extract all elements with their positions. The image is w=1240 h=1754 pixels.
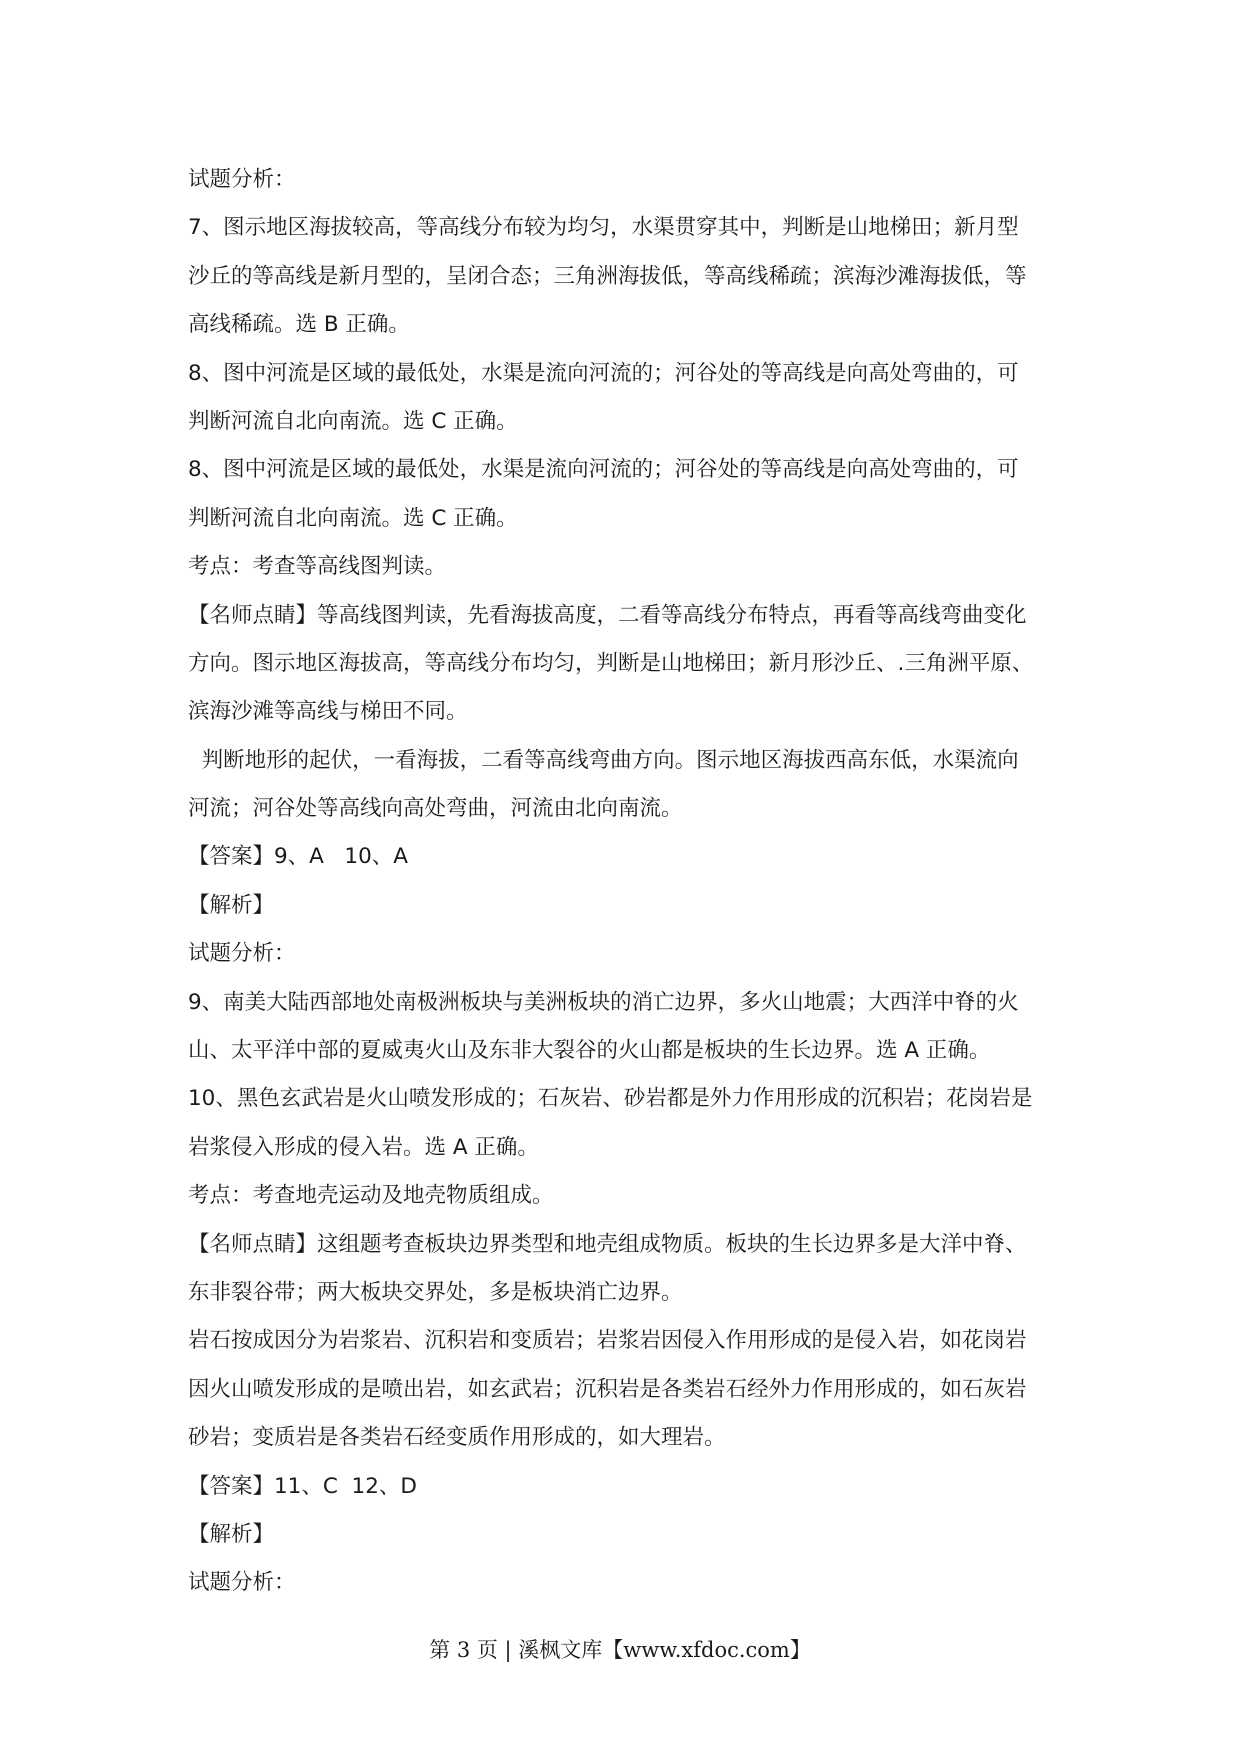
- text-line: 9、南美大陆西部地处南极洲板块与美洲板块的消亡边界，多火山地震；大西洋中脊的火: [188, 989, 1019, 1015]
- document-body: [188, 156, 1068, 1608]
- text-line: 方向。图示地区海拔高，等高线分布均匀，判断是山地梯田；新月形沙丘、.三角洲平原、: [188, 650, 1034, 676]
- text-line: 判断河流自北向南流。选 C 正确。: [188, 505, 518, 531]
- text-line: 东非裂谷带；两大板块交界处，多是板块消亡边界。: [188, 1279, 683, 1305]
- text-line: 试题分析：: [188, 167, 296, 192]
- text-line: 砂岩；变质岩是各类岩石经变质作用形成的，如大理岩。: [188, 1425, 726, 1451]
- text-line: 岩石按成因分为岩浆岩、沉积岩和变质岩；岩浆岩因侵入作用形成的是侵入岩，如花岗岩: [188, 1328, 1027, 1354]
- text-line: 8、图中河流是区域的最低处，水渠是流向河流的；河谷处的等高线是向高处弯曲的，可: [188, 457, 1019, 483]
- text-line: 河流；河谷处等高线向高处弯曲，河流由北向南流。: [188, 796, 683, 822]
- text-line: 7、图示地区海拔较高，等高线分布较为均匀，水渠贯穿其中，判断是山地梯田；新月型: [188, 215, 1019, 241]
- text-line: 【名师点睛】等高线图判读，先看海拔高度，二看等高线分布特点，再看等高线弯曲变化: [188, 602, 1027, 628]
- text-line: 【解析】: [188, 892, 275, 918]
- text-line: 山、太平洋中部的夏威夷火山及东非大裂谷的火山都是板块的生长边界。选 A 正确。: [188, 1038, 991, 1064]
- text-line: 判断地形的起伏，一看海拔，二看等高线弯曲方向。图示地区海拔西高东低，水渠流向: [188, 747, 1019, 773]
- text-line: 【名师点睛】这组题考查板块边界类型和地壳组成物质。板块的生长边界多是大洋中脊、: [188, 1231, 1027, 1257]
- page-footer: 第 3 页 | 溪枫文库【www.xfdoc.com】: [429, 1638, 811, 1662]
- text-line: 沙丘的等高线是新月型的，呈闭合态；三角洲海拔低，等高线稀疏；滨海沙滩海拔低，等: [188, 263, 1027, 289]
- text-line: 考点：考查地壳运动及地壳物质组成。: [188, 1183, 554, 1209]
- text-line: 滨海沙滩等高线与梯田不同。: [188, 699, 468, 725]
- text-line: 【答案】11、C 12、D: [188, 1473, 417, 1499]
- text-line: 判断河流自北向南流。选 C 正确。: [188, 408, 518, 434]
- text-line: 【答案】9、A 10、A: [188, 844, 408, 870]
- text-line: 试题分析：: [188, 1570, 296, 1596]
- text-line: 8、图中河流是区域的最低处，水渠是流向河流的；河谷处的等高线是向高处弯曲的，可: [188, 360, 1019, 386]
- text-line: 高线稀疏。选 B 正确。: [188, 312, 410, 338]
- text-line: 试题分析：: [188, 941, 296, 967]
- text-line: 岩浆侵入形成的侵入岩。选 A 正确。: [188, 1134, 539, 1160]
- text-line: 【解析】: [188, 1521, 275, 1547]
- text-line: 考点：考查等高线图判读。: [188, 554, 447, 580]
- text-line: 因火山喷发形成的是喷出岩，如玄武岩；沉积岩是各类岩石经外力作用形成的，如石灰岩: [188, 1376, 1027, 1402]
- text-line: 10、黑色玄武岩是火山喷发形成的；石灰岩、砂岩都是外力作用形成的沉积岩；花岗岩是: [188, 1086, 1033, 1112]
